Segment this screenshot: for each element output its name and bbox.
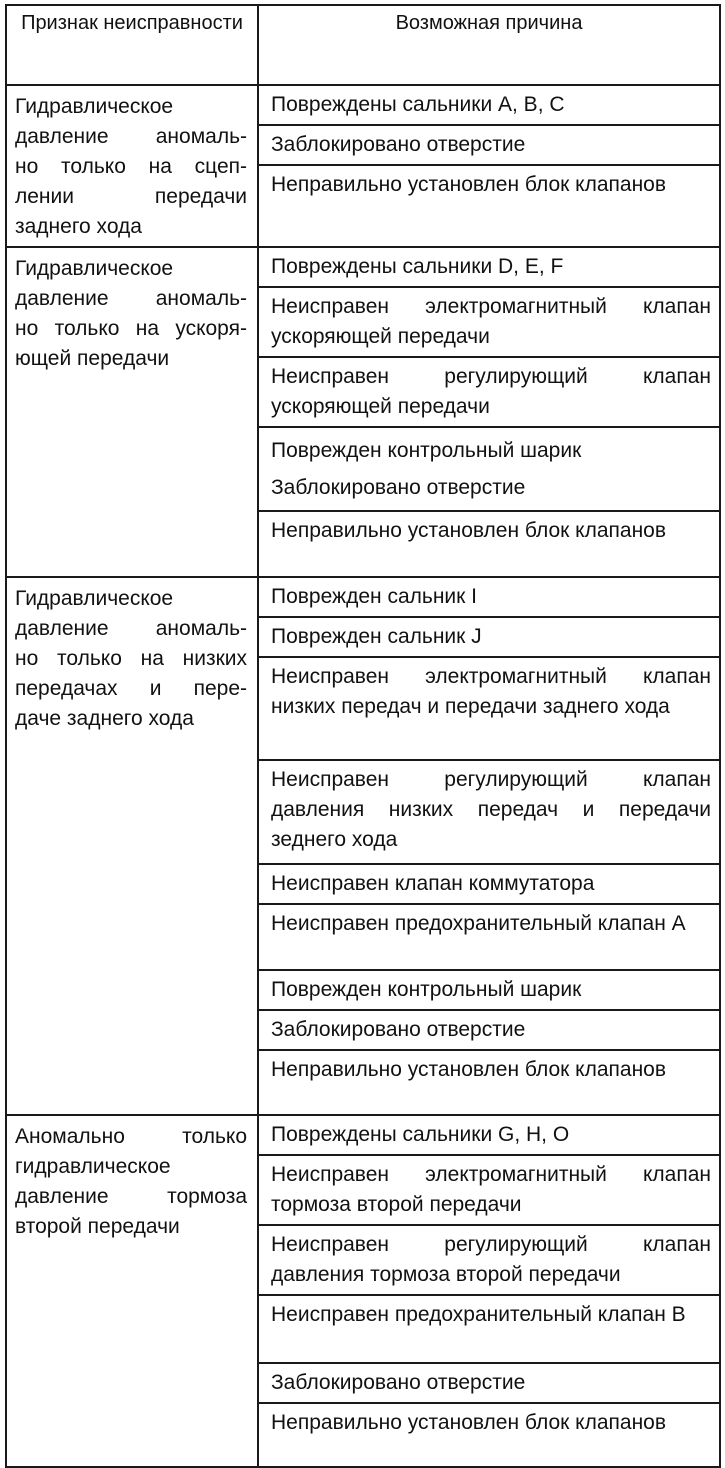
cause-cell: Неисправен электромагнитный клапан тормоза второй передачи [258,1155,720,1225]
header-cause: Возможная причина [258,5,720,85]
symptom-cell-4 [6,1115,258,1467]
table-row [6,85,720,125]
cause-cell: Поврежден контрольный шарик Заблокировано отверстие [258,427,720,511]
document-page [5,4,719,1442]
cause-cell: Повреждены сальники А, В, С [258,85,720,125]
cause-cell: Неисправен регулирующий клапан давления низких передач и передачи зеднего хода [258,760,720,864]
symptom-cell-3 [6,577,258,1115]
symptom-line: но только на ускоря- [15,317,247,340]
table-row [6,577,720,617]
cause-cell: Повреждены сальники D, E, F [258,247,720,287]
symptom-line: лении передачи [15,185,247,208]
symptom-line: Аномально только [15,1125,247,1148]
symptom-line: давление аномаль- [15,287,247,310]
cause-cell: Поврежден контрольный шарик [258,970,720,1010]
symptom-cell-1 [6,85,258,247]
cause-cell: Неправильно установлен блок клапанов [258,511,720,577]
cause-cell: Неисправен электромагнитный клапан низких передач и передачи заднего хода [258,657,720,760]
symptom-line: ющей передачи [15,347,170,370]
cause-cell: Неисправен клапан коммутатора [258,864,720,904]
header-symptom: Признак неисправности [6,5,258,85]
symptom-line: Гидравлическое [15,257,174,280]
cause-cell: Неправильно установлен блок клапанов [258,1403,720,1467]
cause-cell: Неисправен предохранительный клапан В [258,1295,720,1363]
symptom-line: гидравлическое [15,1155,171,1178]
cause-cell: Неправильно установлен блок клапанов [258,1050,720,1115]
cause-cell: Неисправен регулирующий клапан давления тормоза второй передачи [258,1225,720,1295]
symptom-line: но только на сцеп- [15,155,247,178]
cause-cell: Неправильно установлен блок клапанов [258,165,720,247]
table-header-row [6,5,720,85]
symptom-line: но только на низких [15,647,247,670]
cause-cell: Заблокировано отверстие [258,1010,720,1050]
symptom-line: даче заднего хода [15,707,194,730]
cause-cell: Заблокировано отверстие [258,1363,720,1403]
cause-cell: Неисправен электромагнитный клапан ускоряющей передачи [258,287,720,357]
troubleshooting-table [5,4,721,1468]
symptom-line: давление аномаль- [15,617,247,640]
symptom-cell-2 [6,247,258,577]
symptom-line: второй передачи [15,1215,180,1238]
cause-cell: Повреждены сальники G, H, O [258,1115,720,1155]
cause-cell: Поврежден сальник J [258,617,720,657]
table-row [6,1115,720,1155]
cause-cell: Заблокировано отверстие [258,125,720,165]
symptom-line: Гидравлическое [15,95,174,118]
symptom-line: давление аномаль- [15,125,247,148]
symptom-line: заднего хода [15,215,142,238]
symptom-line: давление тормоза [15,1185,247,1208]
cause-cell: Неисправен предохранительный клапан А [258,904,720,970]
table-row [6,247,720,287]
symptom-line: передачах и пере- [15,677,247,700]
cause-cell: Поврежден сальник I [258,577,720,617]
cause-cell: Неисправен регулирующий клапан ускоряющей передачи [258,357,720,427]
symptom-line: Гидравлическое [15,587,174,610]
